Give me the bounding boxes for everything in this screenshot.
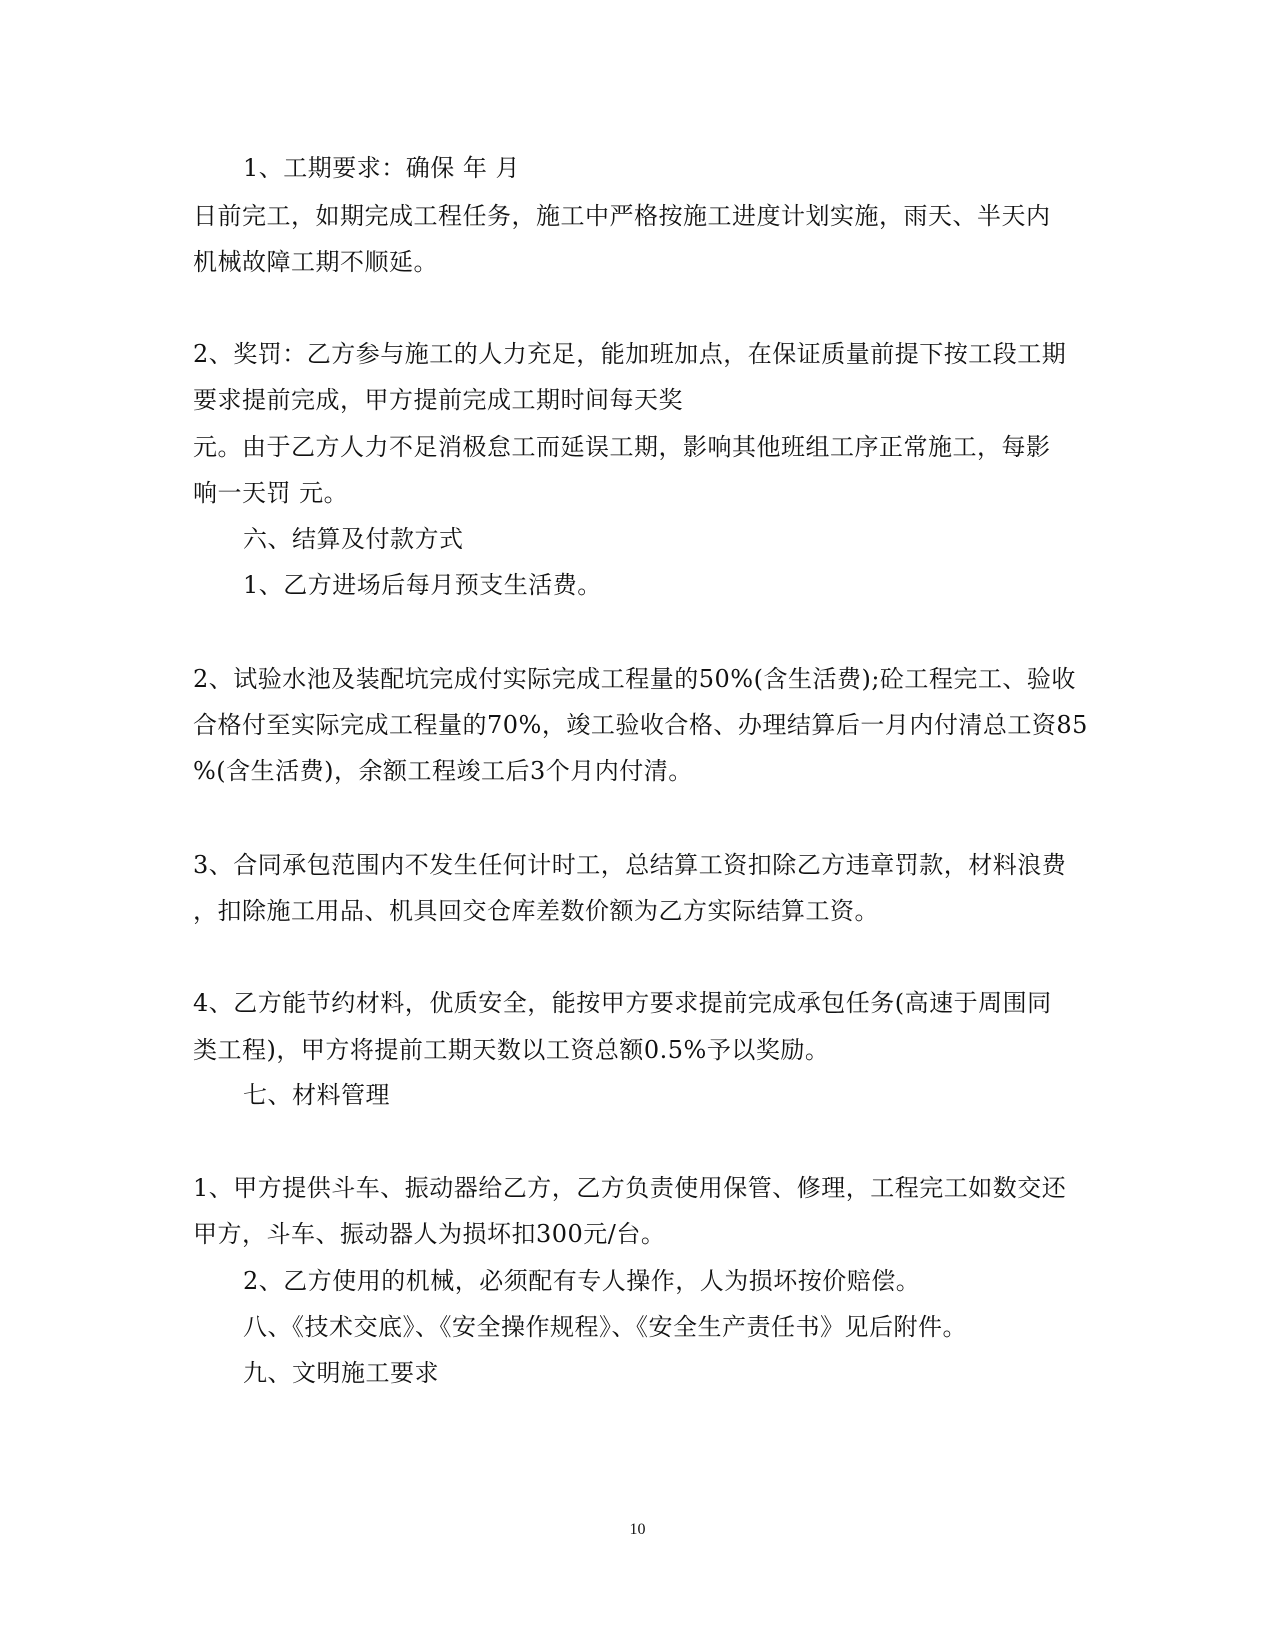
paragraph-line: 3、合同承包范围内不发生任何计时工，总结算工资扣除乙方违章罚款，材料浪费: [193, 851, 1067, 879]
paragraph-line: 要求提前完成，甲方提前完成工期时间每天奖: [193, 386, 683, 414]
paragraph-line: 元。由于乙方人力不足消极怠工而延误工期，影响其他班组工序正常施工，每影: [193, 433, 1051, 461]
paragraph-line: 机械故障工期不顺延。: [193, 248, 438, 276]
section-heading: 八、《技术交底》、《安全操作规程》、《安全生产责任书》见后附件。: [243, 1313, 967, 1341]
paragraph-line: 2、乙方使用的机械，必须配有专人操作，人为损坏按价赔偿。: [243, 1267, 921, 1295]
paragraph-line: 1、工期要求：确保 年 月: [243, 154, 521, 182]
paragraph-line: 类工程)，甲方将提前工期天数以工资总额0.5%予以奖励。: [193, 1036, 830, 1064]
paragraph-line: 2、奖罚：乙方参与施工的人力充足，能加班加点，在保证质量前提下按工段工期: [193, 340, 1067, 368]
paragraph-line: 1、甲方提供斗车、振动器给乙方，乙方负责使用保管、修理，工程完工如数交还: [193, 1174, 1067, 1202]
paragraph-line: 响一天罚 元。: [193, 479, 349, 507]
paragraph-line: 4、乙方能节约材料，优质安全，能按甲方要求提前完成承包任务(高速于周围同: [193, 989, 1052, 1017]
paragraph-line: 甲方，斗车、振动器人为损坏扣300元/台。: [193, 1220, 666, 1248]
paragraph-line: 合格付至实际完成工程量的70%，竣工验收合格、办理结算后一月内付清总工资85: [193, 711, 1088, 739]
section-heading: 六、结算及付款方式: [243, 525, 464, 553]
section-heading: 九、文明施工要求: [243, 1359, 439, 1387]
paragraph-line: 2、试验水池及装配坑完成付实际完成工程量的50%(含生活费);砼工程完工、验收: [193, 665, 1076, 693]
paragraph-line: 日前完工，如期完成工程任务，施工中严格按施工进度计划实施，雨天、半天内: [193, 202, 1051, 230]
paragraph-line: ，扣除施工用品、机具回交仓库差数价额为乙方实际结算工资。: [193, 897, 879, 925]
section-heading: 七、材料管理: [243, 1081, 390, 1109]
paragraph-line: 1、乙方进场后每月预支生活费。: [243, 571, 602, 599]
paragraph-line: %(含生活费)，余额工程竣工后3个月内付清。: [193, 757, 693, 785]
page-number: 10: [629, 1521, 646, 1538]
